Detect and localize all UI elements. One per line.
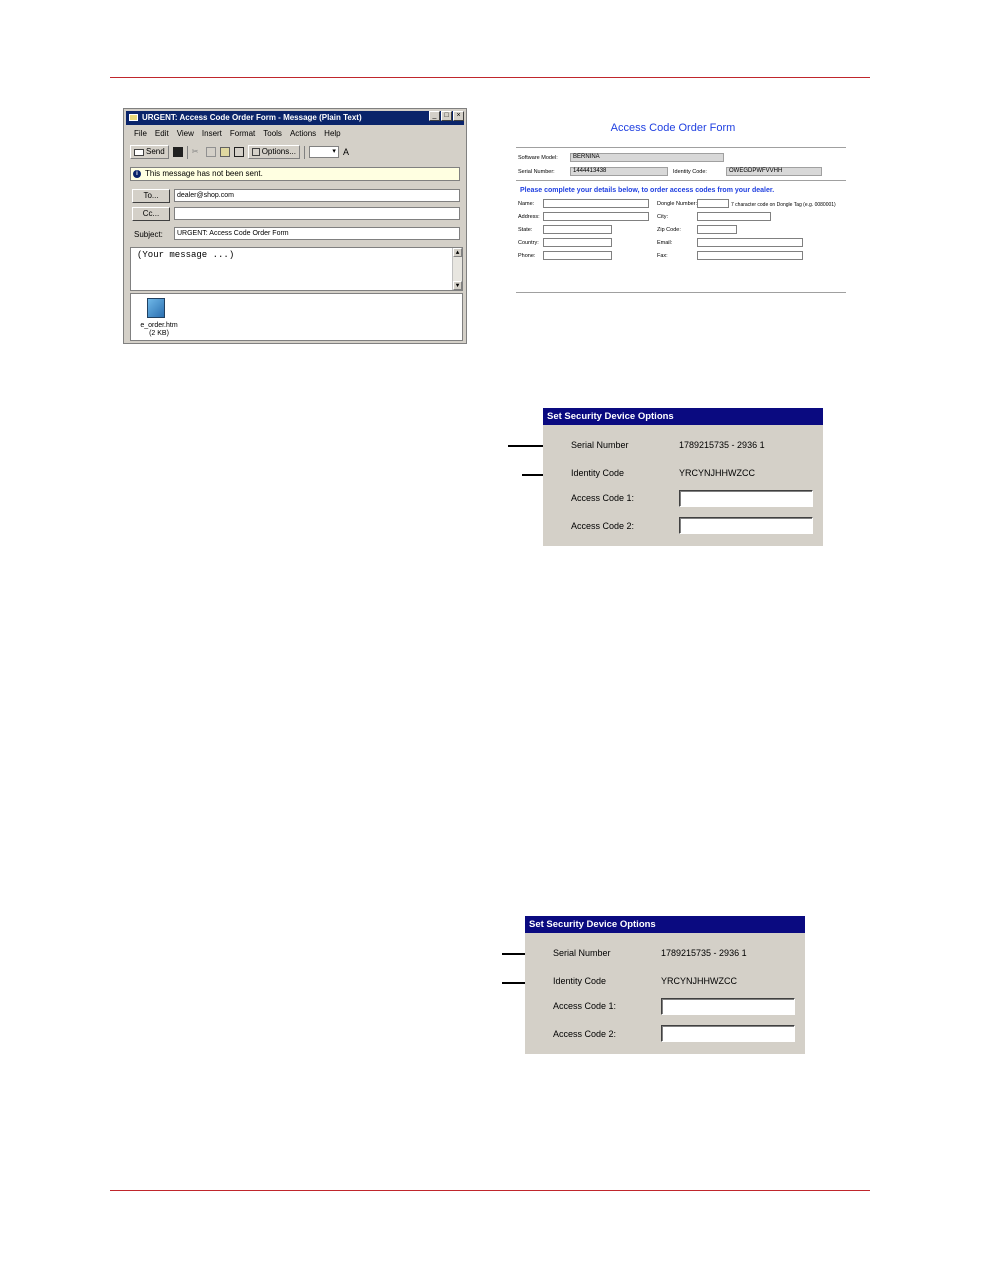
dialog-title-bar: Set Security Device Options [525,916,805,933]
fax-label: Fax: [657,253,668,259]
attachment-pane [130,293,463,341]
menu-format[interactable]: Format [229,129,256,138]
address-input[interactable] [543,212,649,221]
info-bar [130,167,460,181]
identity-code-value: YRCYNJHHWZCC [661,976,737,986]
access-code-2-input[interactable] [661,1025,795,1042]
toolbar [130,144,462,160]
dongle-hint: 7 character code on Dongle Tag (e.g. 0080001) [731,202,836,208]
access-code-1-input[interactable] [661,998,795,1015]
subject-field[interactable]: URGENT: Access Code Order Form [174,227,460,240]
identity-code-label: Identity Code [571,468,625,478]
send-icon [134,149,144,156]
access-code-1-input[interactable] [679,490,813,507]
access-code-order-form [510,110,850,300]
form-divider [516,147,846,148]
menu-tools[interactable]: Tools [263,129,282,138]
serial-number-value: 1789215735 - 2936 1 [661,948,747,958]
info-icon: i [133,170,141,178]
header-rule [110,77,870,78]
email-input[interactable] [697,238,803,247]
message-body-text: (Your message ...) [137,250,235,260]
font-size-dropdown[interactable]: ▾ [309,146,339,158]
message-scrollbar[interactable] [452,248,462,290]
serial-number-field: 1444413438 [570,167,668,176]
access-code-1-label: Access Code 1: [553,1001,617,1011]
font-color-icon[interactable]: A [342,147,349,157]
security-dialog [525,916,805,1054]
serial-number-label: Serial Number [553,948,611,958]
email-label: Email: [657,240,673,246]
security-dialog [543,408,823,546]
software-model-field: BERNINA [570,153,724,162]
name-input[interactable] [543,199,649,208]
window-controls [429,111,464,121]
menu-file[interactable]: File [134,129,147,138]
dialog-title-bar: Set Security Device Options [543,408,823,425]
dongle-number-label: Dongle Number: [657,201,698,207]
html-file-icon[interactable] [147,298,165,318]
identity-code-field: OWEGDPWFVVHH [726,167,822,176]
zip-code-input[interactable] [697,225,737,234]
order-instructions: Please complete your details below, to order access codes from your dealer. [520,187,775,194]
scroll-up-icon[interactable]: ▲ [453,248,462,257]
identity-code-label: Identity Code: [673,169,707,175]
outlook-message-window [123,108,467,344]
menu-edit[interactable]: Edit [154,129,169,138]
order-form-title: Access Code Order Form [610,122,736,134]
maximize-button[interactable]: □ [441,111,452,121]
cc-button[interactable]: Cc... [132,207,170,221]
dongle-number-input[interactable] [697,199,729,208]
attachment-label[interactable]: e_order.htm (2 KB) [140,322,178,337]
info-text: This message has not been sent. [145,169,263,178]
subject-label: Subject: [134,230,163,239]
country-input[interactable] [543,238,612,247]
city-label: City: [657,214,668,220]
menu-insert[interactable]: Insert [201,129,222,138]
options-icon [252,148,260,156]
footer-rule [110,1190,870,1191]
save-icon[interactable] [173,147,183,157]
send-button[interactable]: Send [130,145,169,159]
access-code-1-label: Access Code 1: [571,493,635,503]
to-button[interactable]: To... [132,189,170,203]
address-book-icon[interactable] [234,147,244,157]
serial-number-value: 1789215735 - 2936 1 [679,440,765,450]
serial-number-label: Serial Number [571,440,629,450]
software-model-label: Software Model: [518,155,558,161]
identity-code-value: YRCYNJHHWZCC [679,468,755,478]
state-label: State: [518,227,533,233]
menu-actions[interactable]: Actions [289,129,317,138]
close-button[interactable]: × [453,111,464,121]
identity-code-label: Identity Code [553,976,607,986]
envelope-icon [129,114,138,121]
menu-bar [134,129,341,138]
state-input[interactable] [543,225,612,234]
country-label: Country: [518,240,539,246]
cut-icon[interactable]: ✂ [191,147,199,156]
serial-number-arrow [508,445,548,447]
zip-code-label: Zip Code: [657,227,681,233]
phone-input[interactable] [543,251,612,260]
window-title: URGENT: Access Code Order Form - Message (Plain Text) [142,113,362,122]
toolbar-separator [187,146,188,159]
access-code-2-label: Access Code 2: [553,1029,617,1039]
serial-number-label: Serial Number: [518,169,555,175]
toolbar-separator [304,146,305,159]
window-title-bar[interactable] [126,111,464,125]
fax-input[interactable] [697,251,803,260]
scroll-down-icon[interactable]: ▼ [453,281,462,290]
cc-field[interactable] [174,207,460,220]
menu-view[interactable]: View [176,129,194,138]
phone-label: Phone: [518,253,536,259]
address-label: Address: [518,214,540,220]
form-divider [516,292,846,293]
to-field[interactable]: dealer@shop.com [174,189,460,202]
access-code-2-input[interactable] [679,517,813,534]
form-divider [516,180,846,181]
access-code-2-label: Access Code 2: [571,521,635,531]
paste-icon[interactable] [220,147,230,157]
copy-icon[interactable] [206,147,216,157]
options-button[interactable]: Options... [248,145,300,159]
minimize-button[interactable]: _ [429,111,440,121]
message-body[interactable] [130,247,463,291]
name-label: Name: [518,201,535,207]
city-input[interactable] [697,212,771,221]
menu-help[interactable]: Help [324,129,341,138]
